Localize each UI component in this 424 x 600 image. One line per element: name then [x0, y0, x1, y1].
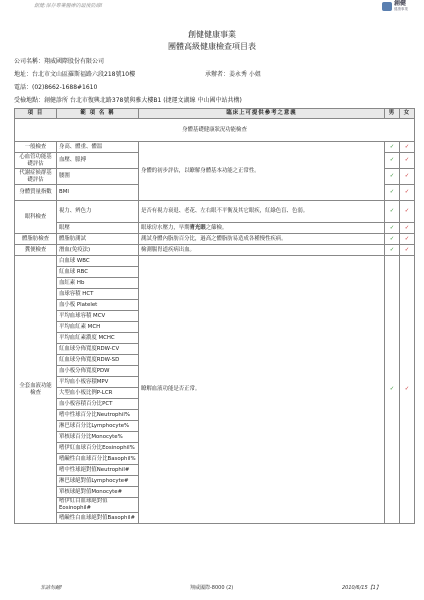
row-category: 身體質量指數: [15, 185, 57, 201]
female-check-icon: ✓: [400, 245, 415, 256]
table-row: [15, 142, 415, 153]
female-check-icon: ✓: [400, 201, 415, 223]
row-name: 身高、體重、體溫: [57, 142, 139, 153]
male-check-icon: ✓: [385, 169, 400, 185]
header-name: 範 項 名 稱: [57, 109, 139, 119]
female-check-icon: ✓: [400, 142, 415, 153]
row-meaning: 測試身體內脂肪百分比，過高之體脂肪易造成各種慢性疾病。: [139, 234, 385, 245]
row-name: 淋巴球絕對值Lymphocyte#: [57, 476, 139, 487]
exam-location: 受檢地點：創健診所 台北市復興北路378號與雅大樓B1 (捷運文湖線 中山國中站共構): [14, 97, 242, 104]
row-category: 糞便檢查: [15, 245, 57, 256]
row-name: 血紅素 Hb: [57, 278, 139, 289]
row-name: 血小板容積百分比PCT: [57, 399, 139, 410]
logo-text: 創健: [394, 0, 407, 7]
row-name: 腰圍: [57, 169, 139, 185]
row-name: 嗜伊紅血球百分比Eosinophil%: [57, 443, 139, 454]
top-bar: [0, 0, 424, 14]
header-female: 女: [400, 109, 415, 119]
row-name: 嗜中性球百分比Neutrophil%: [57, 410, 139, 421]
male-check-icon: ✓: [385, 245, 400, 256]
row-name: BMI: [57, 185, 139, 201]
table-row: [15, 234, 415, 245]
row-name: 血球容積 HCT: [57, 289, 139, 300]
row-name: 單核球百分比Monocyte%: [57, 432, 139, 443]
female-check-icon: ✓: [400, 256, 415, 524]
section-title: 身體基礎健康狀況功能檢查: [15, 119, 415, 142]
row-category: 心血管功能基礎評估: [15, 153, 57, 169]
row-name: 紅血球分佈寬度RDW-SD: [57, 355, 139, 366]
row-name: 平均血紅素 MCH: [57, 322, 139, 333]
table-row: [15, 201, 415, 223]
document-subtitle: 團體高級健康檢查項目表: [168, 42, 256, 51]
row-name: 眼壓: [57, 223, 139, 234]
footer-center: 翔威國際-8000 (2): [190, 585, 234, 591]
row-name: 平均血球容積 MCV: [57, 311, 139, 322]
male-check-icon: ✓: [385, 185, 400, 201]
male-check-icon: ✓: [385, 201, 400, 223]
row-name: 淋巴球百分比Lymphocyte%: [57, 421, 139, 432]
company-name: 公司名稱：翔威國際股份有限公司: [14, 58, 105, 65]
footer-page: 2010/6/15【1】: [342, 585, 381, 591]
row-name: 白血球 WBC: [57, 256, 139, 267]
row-meaning: 是否有視力衰退、老花、左右眼不平衡及其它眼疾，紅綠色盲、色弱。: [139, 201, 385, 223]
row-name: 嗜中性球絕對值Neutrophil#: [57, 465, 139, 476]
row-category: 體脂肪檢查: [15, 234, 57, 245]
logo-icon: [382, 2, 392, 11]
contact-person: 承辦者：姜永秀 小姐: [205, 71, 261, 78]
row-category: 全套血液功能檢查: [15, 256, 57, 524]
male-check-icon: ✓: [385, 234, 400, 245]
male-check-icon: ✓: [385, 142, 400, 153]
row-name: 血小板 Platelet: [57, 300, 139, 311]
female-check-icon: ✓: [400, 234, 415, 245]
female-check-icon: ✓: [400, 169, 415, 185]
row-name: 血小板分佈寬度PDW: [57, 366, 139, 377]
row-category: 代謝症候群基礎評估: [15, 169, 57, 185]
table-header-row: [15, 109, 415, 119]
female-check-icon: ✓: [400, 223, 415, 234]
row-name: 體脂肪測試: [57, 234, 139, 245]
female-check-icon: ✓: [400, 185, 415, 201]
row-meaning: 檢測腸胃道疾病出血。: [139, 245, 385, 256]
table-row: [15, 223, 415, 234]
male-check-icon: ✓: [385, 256, 400, 524]
brand-logo: [382, 1, 408, 11]
document-title: 創健健康事業: [188, 30, 236, 39]
row-name: 視力、辨色力: [57, 201, 139, 223]
logo-sub: 健康事業: [394, 7, 408, 11]
row-name: 潛血(免疫法): [57, 245, 139, 256]
company-phone: 電話：(02)8662-1688#1610: [14, 84, 98, 91]
row-name: 平均血小板容積MPV: [57, 377, 139, 388]
row-category: 一般檢查: [15, 142, 57, 153]
row-name: 單核球絕對值Monocyte#: [57, 487, 139, 498]
male-check-icon: ✓: [385, 153, 400, 169]
male-check-icon: ✓: [385, 223, 400, 234]
header-male: 男: [385, 109, 400, 119]
row-meaning: 身體的初步評估，以瞭解身體基本功能之正常性。: [139, 142, 385, 201]
footer-left: 非請勿翻!: [40, 585, 63, 591]
row-name: 紅血球 RBC: [57, 267, 139, 278]
row-meaning: 眼球房水壓力，早期青光眼之篩檢。: [139, 223, 385, 234]
row-name: 嗜鹼性白血球百分比Basophil%: [57, 454, 139, 465]
female-check-icon: ✓: [400, 153, 415, 169]
row-category: 眼科檢查: [15, 201, 57, 234]
row-name: 紅血球分佈寬度RDW-CV: [57, 344, 139, 355]
row-name: 平均血紅素濃度 MCHC: [57, 333, 139, 344]
company-address: 地址：台北市文山區羅斯福路六段218號10樓: [14, 71, 136, 78]
table-row: [15, 256, 415, 267]
row-name: 大型血小板比例P-LCR: [57, 388, 139, 399]
header-meaning: 臨床上可提供參考之意義: [139, 109, 385, 119]
slogan: 創健:保存專業醫療的最後防線!: [34, 3, 103, 9]
table-row: [15, 245, 415, 256]
exam-items-table: [14, 108, 415, 524]
row-name: 嗜伊紅白血球絕對值Eosinophil#: [57, 498, 139, 513]
glaucoma-highlight: 青光眼: [189, 224, 206, 231]
row-name: 血壓、脈搏: [57, 153, 139, 169]
header-item: 項 目: [15, 109, 57, 119]
row-meaning: 瞭解血液功能是否正常。: [139, 256, 385, 524]
row-name: 嗜鹼性白血球絕對值Basophil#: [57, 513, 139, 524]
